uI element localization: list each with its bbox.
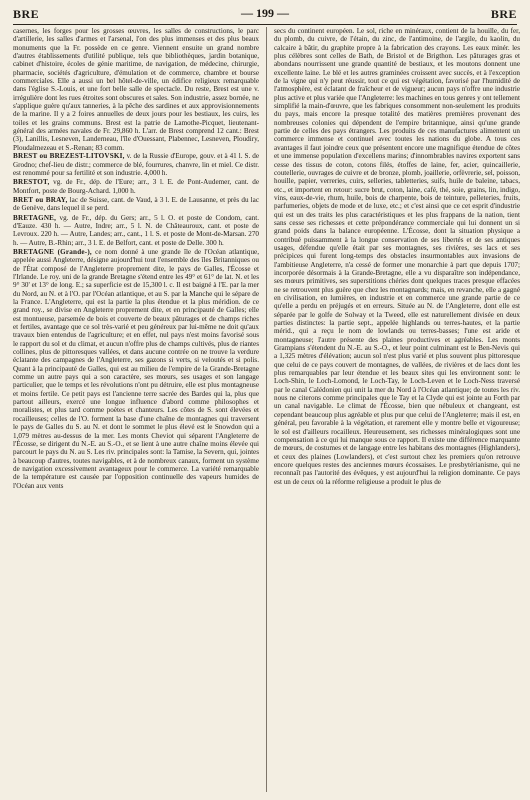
- left-column: [13, 27, 259, 792]
- body-paragraph: secs du continent européen. Le sol, riche en minéraux, contient de la houille, du fer, du plomb, du cuivre, de l'étain, du zinc, de l'antimoine, de l'argile, du kaolin, du calcaire à bâtir, du graphite propre à la fabrication des crayons. Les eaux minér. les plus célèbres sont celles de Bath, de Bristol et de Brigthon. Les pâturages gras et abondans nourrissent une grande quantité de bestiaux, et les moutons donnent une excellente laine. Le blé et les autres graminées croissent avec succès, et à l'exception de la vigne qui n'y peut réussir, tout ce qui est végétation, favorisé par l'humidité de l'atmosphère, est éclatant de fraîcheur et de vigueur; aucun pays n'offre une industrie plus active et plus variée que l'Angleterre: les machines en tous genres y ont tellement simplifié la main-d'œuvre, que les fabriques consomment non-seulement les produits du pays, mais encore la presque totalité des matières premières provenant des nombreuses colonies qui dépendent de l'empire britannique, ainsi qu'une grande partie de celles des pays étrangers. Les produits de ces manufactures alimentent un commerce immense et continuel avec toutes les nations du globe. A tous ces avantages il faut joindre ceux que présentent encore une magnifique étendue de côtes et une immense population d'excellens marins; d'innombrables navires exportent sans cesse des tissus de coton, cotons filés, étoffes de laine, fer, acier, quincaillerie, coutellerie, ouvrages de cuivre et de bronze, plomb, joaillerie, orfèvrerie, sel, poisson, houille, papier, verreries, cuirs, selleries, tabletteries, suifs, huile de baleine, tabacs, etc., et importent en retour: sucre brut, coton, laine, café, thé, soie, grains, lin, indigo, vins, eaux-de-vie, rhum, huile, bois de charpente, bois de teinture, pelleteries, fruits, parfumeries, objets de mode et de luxe, etc.; et c'est ainsi que ce cet esprit d'industrie qui est un des traits les plus caractéristiques et les plus frappans de la nation, tient sans cesse ses richesses et cette prépondérance commerciale qui lui donnent un si grand poids dans la balance européenne. L'Écosse, dont la situation physique a contribué puissamment à la longue conservation de ses libertés et de ses antiques usages, défendue qu'elle était par ses montagnes, ses rivières, ses lacs et ses précipices qui furent long-temps des obstacles insurmontables aux invasions de l'ambitieuse Angleterre, n'a cessé de former une monarchie à part que depuis 1707; incorporée désormais à la Grande-Bretagne, elle a vu disparaître son indépendance, ses mœurs primitives, ses superstitions chéries dont quelques traces presque effacées ne se retrouvent plus guère que chez les montagnards; mais, en revanche, elle a gagné en civilisation, en lumières, en industrie et en commerce une grande partie de ce qu'elle a perdu en préjugés et en erreurs. Située au N. de l'Angleterre, dont elle est séparée par le golfe de Solway et la Tweed, elle est naturellement divisée en deux parties distinctes: la partie sept., appelée highlands ou terres-hautes, et la partie mérid., qui a reçu le nom de lowlands ou terres-basses; l'une est aride et montagneuse; l'autre présente des plaines productives et agréables. Les monts Grampians s'étendent du N.-E. au S.-O., et leur point culminant est le Ben-Nevis qui a 1,325 mètres d'élévation; aucun sol n'est plus varié et plus souvent plus pittoresque que celui de ce pays couvert de montagnes, de vallées, de rivières et de lacs dont les plus remarquables par leur étendue et les beaux sites qui les environnent sont: le Loch-Shin, le Loch-Lomond, le Loch-Tay, le Loch-Leven et le Loch-Ness traversé par le canal Calédonien qui unit la mer du Nord à l'Océan atlantique; de toutes les riv. nous ne citerons comme principales que le Tay et la Clyde qui est jointe au Forth par un canal navigable. Le climat de l'Écosse, bien que nébuleux et changeant, est cependant beaucoup plus agréable et plus pur que celui de l'Angleterre; mais il est, en général, peu favorable à la végétation, et rarement elle y montre belle et vigoureuse; le sol est d'ailleurs rocailleux. Heureusement, ses richesses minéralogiques sont une compensation à ce qui lui manque sous ce rapport. Il existe une différence marquante de mœurs, de costumes et de langage entre les habitans des montagnes (Highlanders), et ceux des plaines (Lowlanders), et c'est surtout chez les premiers qu'on retrouve encore quelques restes des anciennes mœurs écossaises. Le presbytérianisme, qui ne reconnaît pas l'autorité des évêques, y est aujourd'hui la religion dominante. Ce pays est un de ceux où la réforme religieuse a produit le plus de: [274, 27, 520, 486]
- continued-paragraph: casernes, les forges pour les grosses œuvres, les salles de constructions, le parc d'artillerie, les salles d'armes et l'arsenal, l'on des plus immenses et des plus beaux monuments que la Fr. possède en ce genre. Viennent ensuite un grand nombre d'autres établissements d'utilité publique, tels que bibliothèques, jardin botanique, cabinet d'histoire, écoles de génie maritime, de navigation, de médecine, chirurgie, pharmacie, sociétés d'agriculture, d'émulation et de commerce, chambre et bourse commerciales. Elle a aussi un bel hôtel-de-ville, un édifice religieux remarquable dans l'église S.-Louis, et une fort belle salle de spectacle. Du reste, Brest est une v. irrégulière dont les rues étroites sont obscures et sales. Son industrie, assez bornée, ne s'applique guère qu'aux tanneries, à la pêche des sardines et aux approvisionnements de la marine. Il y a 2 foires annuelles de deux jours pour les bestiaux, les cuirs, les toiles et les grains communs. Brest est la patrie de Lamothe-Picquet, lieutenant-général des armées navales de Fr. 29,860 h. L'arr. de Brest comprend 12 cant.: Brest (3), Lanillis, Lesneven, Landerneau, l'île d'Ouessant, Plabennec, Lesneven, Ploudiry, Ploudalmezeau et S.-Renan; 83 comm.: [13, 27, 259, 152]
- right-running-head: BRE: [490, 7, 517, 21]
- entry-headword: BRET ou BRAY,: [13, 195, 68, 204]
- two-column-body: [13, 27, 520, 792]
- entry-text: v. de la Russie d'Europe, gouv. et à 41 l. S. de Grodno; chef-lieu de distr.; commerce de blé, fourrures, chanvre, lin et miel. Ce distr. est renommé pour sa fertilité et son industrie. 4,000 h.: [13, 152, 259, 177]
- dictionary-entry: [13, 178, 259, 195]
- entry-text: lac de Suisse, cant. de Vaud, à 3 l. E. de Lausanne, et près du lac de Genève, dans lequel il se perd.: [13, 195, 259, 213]
- entry-headword: BREST ou BREZEST-LITOVSKI,: [13, 152, 125, 161]
- header-rule: [13, 24, 517, 25]
- running-header: [13, 3, 517, 25]
- left-running-head: BRE: [13, 7, 40, 21]
- dictionary-entry: [13, 248, 259, 490]
- entry-text: vg. de Fr., dép. de l'Eure; arr., 3 l. E. de Pont-Audemer, cant. de Montfort, poste de Bourg-Achard. 1,000 h.: [13, 178, 259, 195]
- dictionary-entry: [13, 152, 259, 177]
- entry-headword: BRESTOT,: [13, 178, 50, 187]
- page-number: — 199 —: [241, 6, 289, 20]
- entry-text: vg. de Fr., dép. du Gers; arr., 5 l. O. et poste de Condom, cant. d'Eauze. 430 h. — Autre, Indre; arr., 5 l. N. de Châteauroux, cant. et poste de Levroux. 220 h. — Autre, Landes; arr., cant., 1 l. S. et poste de Mont-de-Marsan. 270 h. — Autre, B.-Rhin; arr., 3 l. E. de Belfort, cant. et poste de Delle. 300 h.: [13, 213, 259, 247]
- dictionary-entry: [13, 196, 259, 213]
- entry-headword: BRETAGNE (Grande-),: [13, 247, 92, 256]
- column-divider: [266, 27, 267, 792]
- dictionary-entry: [13, 214, 259, 247]
- entry-text: ce nom donné à une grande île de l'Océan atlantique, appelée aussi Angleterre, désigne aujourd'hui tout l'ensemble des îles Britanniques ou de l'État composé de l'Angleterre proprement dite, le pays de Galles, l'Écosse et l'Irlande. Le roy. uni de la grande Bretagne s'étend entre les 49° et 61° de lat. N. et les 9° 30' et 13° de long. E.; sa superficie est de 15,300 l. c. Il est baigné à l'E. par la mer du Nord, au N. et à l'O. par l'Océan atlantique, et au S. par la Manche qui le sépare de la France. L'Angleterre, qui est la partie la plus étendue et la plus méridion. de ce grand roy., se divise en Angleterre proprement dite, et en principauté de Galles; elle est montueuse, parsemée de bois et couverte de beaux pâturages et de champs riches et fertiles, avantage que ce sol très-varié et peu généreux par lui-même ne doit qu'aux travaux bien entendus de l'agriculture; et en effet, nul pays n'est moins favorisé sous le rapport du sol et du climat, et aucun n'offre plus de champs cultivés, plus de riantes collines, plus de pittoresques vallées, et dans aucune contrée on ne trouve la verdure éclatante des campagnes de l'Angleterre, ses gazons si verts, si veloutés et si polis. Quant à la principauté de Galles, qui est au milieu de l'empire de la Grande-Bretagne comme un autre pays qui a son caractère, ses mœurs, ses usages et son langage particulier, que le temps et les révolutions n'ont pu détruire, elle est plus montagneuse et moins fertile. Ce petit pays est l'ancienne terre sacrée des Bardes qui la, plus que partout ailleurs, exercé une longue influence d'abord comme philosophes et moralistes, et plus tard comme poètes et chanteurs. Les côtes de S. sont élevées et rocailleuses; celles de l'O. forment la base d'une chaîne de montagnes qui traversent le pays de Galles du S. au N. et dont le sommet le plus élevé est le Snowdon qui a 1,079 mètres au-dessus de la mer. Les monts Cheviot qui séparent l'Angleterre de l'Écosse, se dirigent du N.-E. au S.-O., et se lient à une autre chaîne moins élevée qui parcourt le pays du N. au S. Les riv. principales sont: la Tamise, la Severn, qui, jointes à beaucoup d'autres, toutes navigables, et à de nombreux canaux, forment un système de navigation excessivement avantageux pour le commerce. La variété remarquable de la température est causée par l'opposition continuelle des vapeurs humides de l'Océan aux vents: [13, 247, 259, 490]
- entry-headword: BRETAGNE,: [13, 213, 57, 222]
- right-column: [274, 27, 520, 792]
